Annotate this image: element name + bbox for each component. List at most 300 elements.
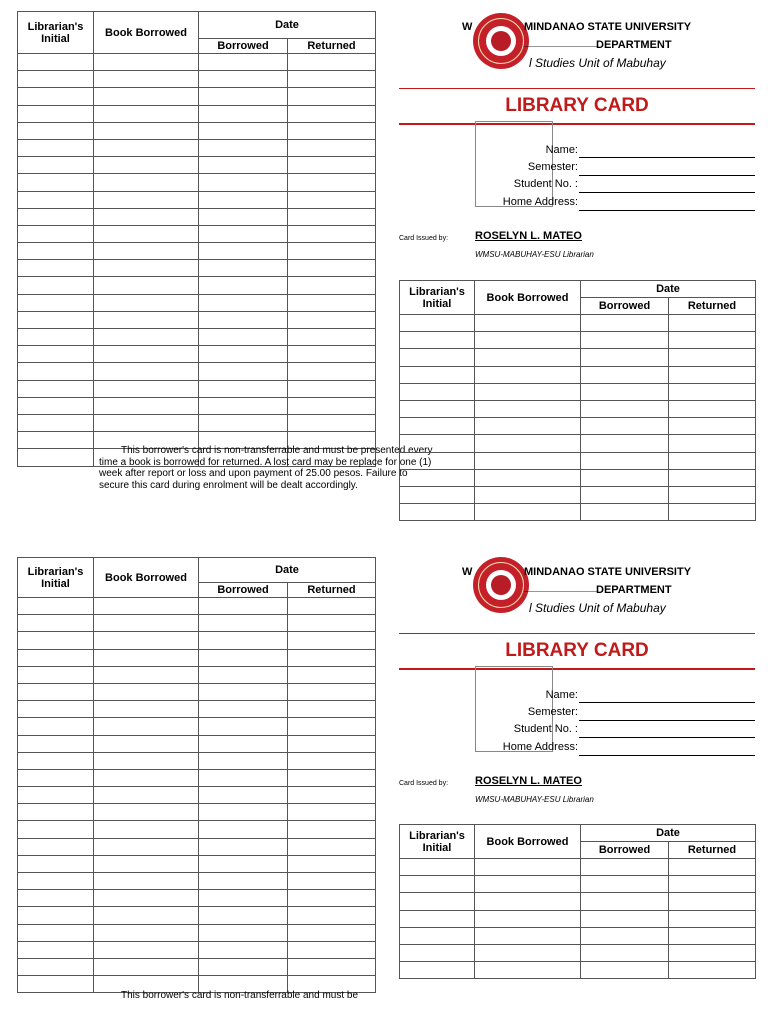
table-cell	[18, 105, 94, 122]
table-row	[400, 469, 756, 486]
table-cell	[288, 157, 376, 174]
table-cell	[581, 366, 669, 383]
table-cell	[475, 927, 581, 944]
table-cell	[581, 435, 669, 452]
table-cell	[581, 400, 669, 417]
table-cell	[400, 332, 475, 349]
table-cell	[475, 332, 581, 349]
table-cell	[288, 683, 376, 700]
table-cell	[94, 958, 199, 975]
table-cell	[475, 893, 581, 910]
table-cell	[475, 435, 581, 452]
table-row	[18, 632, 376, 649]
university-seal-logo	[473, 13, 529, 69]
col-header-book: Book Borrowed	[94, 12, 199, 54]
table-cell	[94, 397, 199, 414]
table-cell	[288, 311, 376, 328]
table-row	[18, 769, 376, 786]
table-cell	[288, 174, 376, 191]
table-cell	[400, 893, 475, 910]
table-cell	[94, 294, 199, 311]
table-cell	[199, 632, 288, 649]
table-cell	[288, 649, 376, 666]
table-cell	[94, 122, 199, 139]
table-cell	[18, 277, 94, 294]
table-row	[18, 838, 376, 855]
table-cell	[199, 71, 288, 88]
table-cell	[669, 452, 756, 469]
table-cell	[475, 944, 581, 961]
col-header-borrowed: Borrowed	[199, 39, 288, 54]
table-cell	[94, 821, 199, 838]
table-cell	[18, 380, 94, 397]
table-cell	[18, 414, 94, 431]
table-cell	[94, 907, 199, 924]
notice-body: presented every time a book is borrowed for returned. A lost card may be replace for one (1) week after report or loss and upon payment of 25.00 pesos. Failure to secure this card during enrolment will be dealt accordingly.	[99, 445, 433, 491]
table-cell	[288, 873, 376, 890]
table-cell	[18, 873, 94, 890]
table-cell	[199, 941, 288, 958]
table-cell	[400, 435, 475, 452]
table-cell	[400, 876, 475, 893]
field-semester-label: Semester:	[527, 706, 578, 718]
table-cell	[581, 962, 669, 979]
table-cell	[199, 924, 288, 941]
table-cell	[199, 804, 288, 821]
table-cell	[288, 414, 376, 431]
table-cell	[288, 821, 376, 838]
table-cell	[18, 54, 94, 71]
table-cell	[288, 735, 376, 752]
table-cell	[400, 452, 475, 469]
table-cell	[475, 349, 581, 366]
table-cell	[400, 859, 475, 876]
table-row	[400, 859, 756, 876]
table-cell	[18, 701, 94, 718]
table-row	[18, 941, 376, 958]
table-cell	[94, 666, 199, 683]
table-cell	[94, 157, 199, 174]
table-cell	[18, 615, 94, 632]
university-name: MINDANAO STATE UNIVERSITY	[524, 21, 692, 33]
table-row	[18, 311, 376, 328]
table-cell	[18, 958, 94, 975]
notice-line-1: This borrower's card is non-transferrable and must be	[121, 445, 359, 456]
table-row	[18, 71, 376, 88]
table-row	[18, 873, 376, 890]
table-cell	[94, 701, 199, 718]
unit-name: l Studies Unit of Mabuhay	[529, 56, 666, 70]
university-initial: W	[462, 566, 473, 578]
table-cell	[581, 859, 669, 876]
table-row	[18, 243, 376, 260]
table-row	[18, 752, 376, 769]
table-row	[18, 88, 376, 105]
table-cell	[18, 88, 94, 105]
col-header-date: Date	[581, 825, 756, 842]
table-row	[18, 804, 376, 821]
table-cell	[199, 787, 288, 804]
table-cell	[94, 941, 199, 958]
table-cell	[18, 397, 94, 414]
table-cell	[18, 432, 94, 449]
table-cell	[669, 504, 756, 521]
table-cell	[199, 277, 288, 294]
field-semester-line	[579, 175, 755, 176]
table-cell	[288, 71, 376, 88]
table-row	[18, 380, 376, 397]
table-cell	[288, 666, 376, 683]
table-cell	[581, 876, 669, 893]
card-title: LIBRARY CARD	[505, 640, 649, 661]
table-cell	[669, 332, 756, 349]
table-cell	[199, 346, 288, 363]
table-cell	[400, 962, 475, 979]
table-cell	[400, 418, 475, 435]
librarian-name: ROSELYN L. MATEO	[475, 230, 582, 242]
table-cell	[18, 752, 94, 769]
table-cell	[94, 208, 199, 225]
divider-top	[399, 88, 755, 89]
table-row	[400, 962, 756, 979]
table-cell	[94, 598, 199, 615]
librarian-role: WMSU-MABUHAY-ESU Librarian	[475, 795, 594, 804]
table-cell	[18, 157, 94, 174]
table-cell	[94, 752, 199, 769]
col-header-returned: Returned	[669, 298, 756, 315]
table-cell	[475, 962, 581, 979]
table-cell	[94, 260, 199, 277]
table-cell	[18, 718, 94, 735]
table-cell	[18, 260, 94, 277]
table-cell	[18, 941, 94, 958]
table-row	[400, 400, 756, 417]
table-row	[18, 122, 376, 139]
table-row	[18, 329, 376, 346]
table-cell	[94, 787, 199, 804]
table-cell	[669, 859, 756, 876]
table-cell	[288, 260, 376, 277]
table-cell	[475, 315, 581, 332]
table-row	[400, 876, 756, 893]
table-cell	[475, 366, 581, 383]
col-header-initial: Librarian's Initial	[400, 281, 475, 315]
table-cell	[94, 174, 199, 191]
table-cell	[94, 363, 199, 380]
table-row	[18, 683, 376, 700]
table-cell	[581, 315, 669, 332]
table-cell	[288, 54, 376, 71]
table-row	[400, 435, 756, 452]
table-cell	[400, 927, 475, 944]
table-row	[400, 504, 756, 521]
table-cell	[199, 838, 288, 855]
table-cell	[288, 787, 376, 804]
table-cell	[18, 311, 94, 328]
department-blank: ____________	[524, 581, 598, 593]
table-cell	[199, 873, 288, 890]
table-cell	[288, 139, 376, 156]
col-header-book: Book Borrowed	[475, 281, 581, 315]
table-cell	[581, 944, 669, 961]
table-cell	[581, 469, 669, 486]
table-cell	[18, 804, 94, 821]
table-cell	[199, 821, 288, 838]
table-row	[18, 225, 376, 242]
field-student-no-label: Student No. :	[513, 723, 578, 735]
table-cell	[669, 910, 756, 927]
table-cell	[18, 294, 94, 311]
table-cell	[581, 927, 669, 944]
table-row	[18, 666, 376, 683]
table-cell	[94, 735, 199, 752]
table-cell	[288, 363, 376, 380]
table-row	[400, 486, 756, 503]
col-header-initial: Librarian's Initial	[18, 558, 94, 598]
table-cell	[94, 105, 199, 122]
table-cell	[94, 855, 199, 872]
table-cell	[199, 311, 288, 328]
table-cell	[199, 701, 288, 718]
table-cell	[199, 598, 288, 615]
issued-by-label: Card Issued by:	[399, 780, 449, 787]
table-cell	[581, 910, 669, 927]
table-row	[18, 54, 376, 71]
table-cell	[199, 380, 288, 397]
table-cell	[288, 752, 376, 769]
table-cell	[199, 666, 288, 683]
table-cell	[669, 418, 756, 435]
table-cell	[18, 122, 94, 139]
card-title: LIBRARY CARD	[505, 95, 649, 116]
field-address-label: Home Address:	[502, 741, 578, 753]
borrow-log-table-left-bottom	[17, 557, 376, 993]
table-cell	[400, 315, 475, 332]
table-cell	[18, 787, 94, 804]
col-header-returned: Returned	[288, 583, 376, 598]
table-row	[400, 452, 756, 469]
table-cell	[581, 383, 669, 400]
department-label: DEPARTMENT	[596, 584, 672, 596]
table-cell	[94, 329, 199, 346]
table-row	[18, 139, 376, 156]
table-cell	[400, 400, 475, 417]
col-header-borrowed: Borrowed	[581, 842, 669, 859]
table-cell	[94, 346, 199, 363]
table-cell	[199, 139, 288, 156]
table-cell	[475, 910, 581, 927]
borrow-log-table-right-top	[399, 280, 756, 521]
table-cell	[669, 400, 756, 417]
table-cell	[288, 88, 376, 105]
notice-text-top	[99, 445, 439, 491]
table-cell	[581, 504, 669, 521]
table-row	[18, 157, 376, 174]
field-student-no-line	[579, 737, 755, 738]
table-cell	[199, 208, 288, 225]
table-cell	[199, 122, 288, 139]
table-row	[400, 349, 756, 366]
table-cell	[475, 400, 581, 417]
field-address-line	[579, 755, 755, 756]
table-cell	[475, 859, 581, 876]
table-cell	[94, 890, 199, 907]
table-cell	[18, 243, 94, 260]
table-cell	[18, 139, 94, 156]
table-row	[18, 907, 376, 924]
table-cell	[94, 924, 199, 941]
table-row	[18, 718, 376, 735]
table-cell	[288, 941, 376, 958]
table-cell	[199, 735, 288, 752]
table-cell	[581, 349, 669, 366]
table-cell	[669, 486, 756, 503]
unit-name: l Studies Unit of Mabuhay	[529, 601, 666, 615]
table-row	[18, 346, 376, 363]
col-header-date: Date	[581, 281, 756, 298]
table-cell	[669, 366, 756, 383]
table-cell	[94, 718, 199, 735]
table-cell	[94, 243, 199, 260]
table-cell	[475, 383, 581, 400]
table-cell	[288, 191, 376, 208]
table-cell	[18, 363, 94, 380]
col-header-initial: Librarian's Initial	[18, 12, 94, 54]
university-initial: W	[462, 21, 473, 33]
table-cell	[94, 380, 199, 397]
table-cell	[581, 332, 669, 349]
table-cell	[18, 208, 94, 225]
table-cell	[199, 615, 288, 632]
table-cell	[669, 315, 756, 332]
table-cell	[288, 838, 376, 855]
librarian-name: ROSELYN L. MATEO	[475, 775, 582, 787]
table-row	[400, 332, 756, 349]
field-address-line	[579, 210, 755, 211]
table-cell	[288, 277, 376, 294]
table-cell	[94, 632, 199, 649]
table-cell	[199, 157, 288, 174]
col-header-book: Book Borrowed	[94, 558, 199, 598]
table-cell	[94, 649, 199, 666]
table-cell	[669, 469, 756, 486]
table-cell	[199, 907, 288, 924]
borrow-log-table-right-bottom	[399, 824, 756, 979]
table-cell	[18, 174, 94, 191]
table-cell	[288, 769, 376, 786]
table-cell	[199, 294, 288, 311]
table-cell	[581, 486, 669, 503]
table-cell	[288, 632, 376, 649]
table-row	[18, 191, 376, 208]
table-cell	[199, 855, 288, 872]
table-cell	[288, 329, 376, 346]
table-cell	[400, 469, 475, 486]
table-cell	[199, 718, 288, 735]
table-cell	[288, 890, 376, 907]
table-cell	[18, 225, 94, 242]
table-cell	[400, 366, 475, 383]
field-name-line	[579, 157, 755, 158]
table-row	[18, 649, 376, 666]
table-cell	[288, 346, 376, 363]
table-row	[18, 615, 376, 632]
table-row	[400, 418, 756, 435]
table-row	[18, 958, 376, 975]
table-cell	[18, 907, 94, 924]
table-row	[400, 893, 756, 910]
col-header-date: Date	[199, 12, 376, 39]
table-cell	[288, 907, 376, 924]
table-cell	[581, 893, 669, 910]
table-cell	[94, 191, 199, 208]
table-cell	[669, 383, 756, 400]
table-cell	[581, 418, 669, 435]
table-cell	[475, 418, 581, 435]
table-cell	[199, 769, 288, 786]
field-semester-line	[579, 720, 755, 721]
table-cell	[400, 910, 475, 927]
table-cell	[475, 452, 581, 469]
table-cell	[18, 838, 94, 855]
table-cell	[288, 804, 376, 821]
table-cell	[288, 208, 376, 225]
table-cell	[400, 383, 475, 400]
table-cell	[669, 927, 756, 944]
borrow-log-table-left-top	[17, 11, 376, 467]
table-cell	[18, 449, 94, 466]
table-cell	[199, 260, 288, 277]
table-cell	[18, 769, 94, 786]
table-cell	[199, 191, 288, 208]
field-name-label: Name:	[545, 689, 578, 701]
table-cell	[288, 243, 376, 260]
table-cell	[94, 71, 199, 88]
table-cell	[199, 225, 288, 242]
table-cell	[400, 504, 475, 521]
table-cell	[94, 414, 199, 431]
table-cell	[669, 944, 756, 961]
table-cell	[288, 924, 376, 941]
table-cell	[18, 346, 94, 363]
field-student-no-line	[579, 192, 755, 193]
university-seal-logo	[473, 557, 529, 613]
table-cell	[94, 139, 199, 156]
table-row	[18, 414, 376, 431]
table-cell	[94, 277, 199, 294]
table-cell	[288, 598, 376, 615]
table-cell	[18, 821, 94, 838]
table-cell	[94, 838, 199, 855]
table-cell	[18, 191, 94, 208]
table-cell	[94, 873, 199, 890]
table-cell	[288, 701, 376, 718]
table-row	[18, 924, 376, 941]
field-name-label: Name:	[545, 144, 578, 156]
table-row	[400, 910, 756, 927]
table-cell	[669, 435, 756, 452]
table-row	[400, 944, 756, 961]
table-row	[18, 855, 376, 872]
table-row	[18, 787, 376, 804]
table-row	[18, 277, 376, 294]
department-blank: ____________	[524, 36, 598, 48]
divider-bottom	[399, 668, 755, 670]
table-cell	[669, 962, 756, 979]
table-row	[18, 701, 376, 718]
table-row	[400, 927, 756, 944]
table-row	[18, 260, 376, 277]
